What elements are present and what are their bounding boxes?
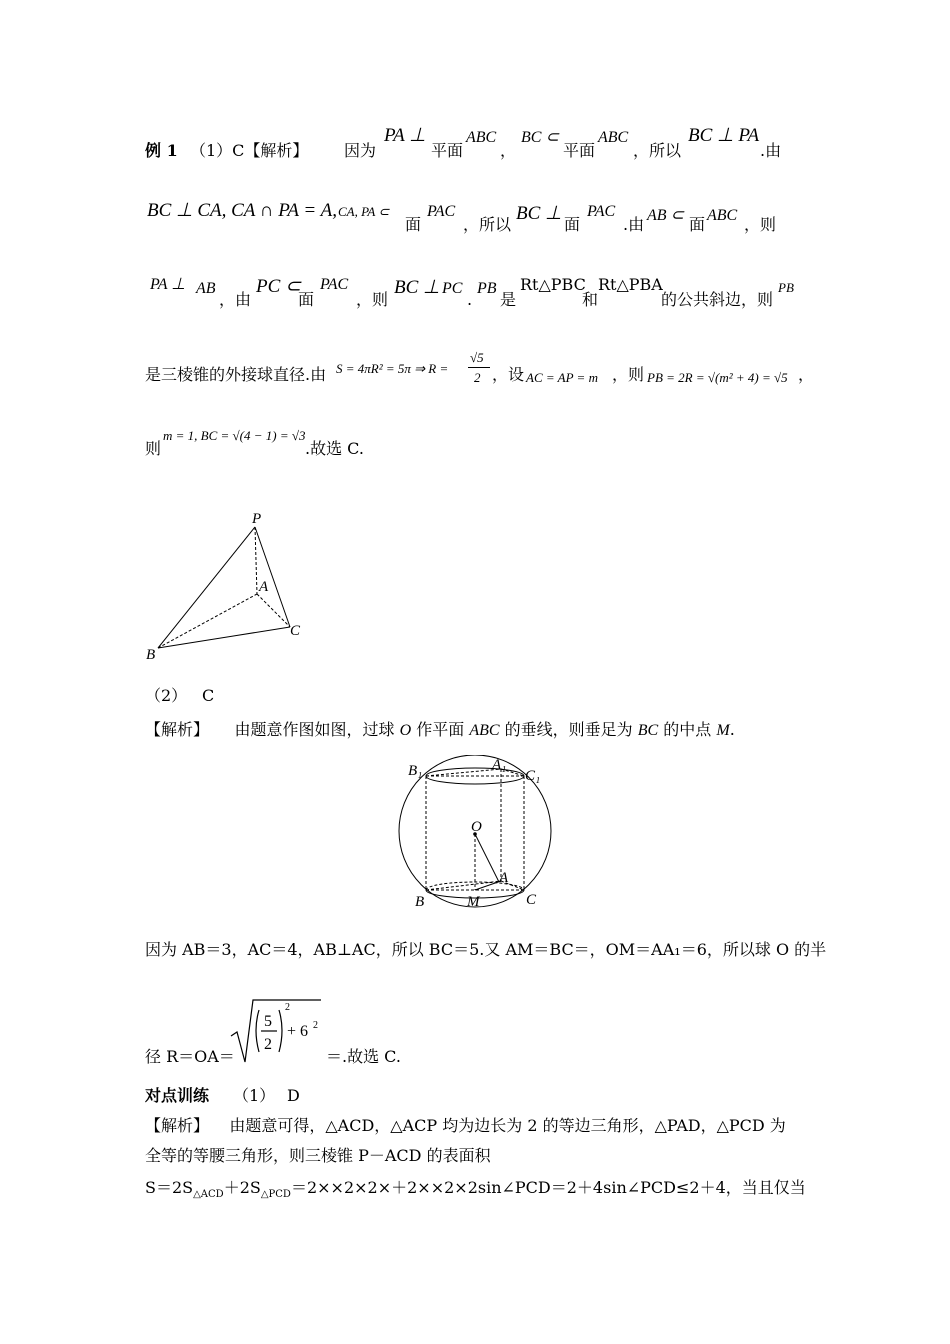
- label-m: M: [467, 894, 480, 910]
- math-pa-perp: PA ⊥: [384, 125, 426, 146]
- training-line1: [145, 1118, 786, 1134]
- text-mian2: 面: [564, 215, 581, 234]
- training-l3-pre: S＝2S: [145, 1178, 194, 1197]
- math-rt2: Rt△PBA: [598, 275, 663, 294]
- text-yinwei: 因为: [344, 141, 377, 160]
- example-label: 例 1: [145, 141, 178, 160]
- jiexi2-m: M: [716, 722, 730, 739]
- training-l1: 由题意可得，△ACD，△ACP 均为边长为 2 的等边三角形，△PAD，△PCD 为: [229, 1116, 786, 1135]
- jiexi2-bc: BC: [637, 722, 659, 739]
- math-abc3: ABC: [707, 207, 738, 224]
- text-guxuan: .故选 C.: [305, 439, 364, 458]
- label-c: C: [290, 623, 301, 639]
- paren-right: [279, 1010, 282, 1052]
- math-abc2: ABC: [598, 129, 629, 146]
- text-he: 和: [582, 290, 599, 309]
- edge-b1a1: [426, 769, 501, 776]
- exp-2a: 2: [285, 1002, 290, 1013]
- training-title: 对点训练: [145, 1086, 210, 1105]
- label-c2: C: [526, 892, 537, 908]
- text-ze3: ，则: [612, 365, 645, 384]
- text-suoyi2: ，所以: [463, 215, 512, 234]
- text-she: ，设: [492, 365, 525, 384]
- math-pb2: PB: [778, 280, 794, 295]
- text-radius-post: ＝.故选 C.: [326, 1047, 401, 1066]
- part2-label: （2）: [145, 686, 188, 705]
- math-ab: AB: [196, 280, 216, 297]
- math-s-formula: S = 4πR² = 5π ⇒ R =: [336, 361, 449, 376]
- math-frac-num: √5: [470, 350, 484, 365]
- math-pb: PB: [477, 280, 497, 297]
- text-radius-pre: 径 R＝OA＝: [145, 1047, 235, 1066]
- math-pac2: PAC: [587, 203, 616, 220]
- text-ze: ，则: [744, 215, 777, 234]
- math-pa-perp2: PA ⊥: [150, 276, 186, 293]
- frac5-den: 2: [264, 1036, 272, 1053]
- training-part: （1）: [233, 1086, 276, 1105]
- text-pingmian2: 平面: [563, 141, 596, 160]
- math-bc-perp2: BC ⊥: [394, 277, 440, 298]
- math-bc-perp: BC ⊥: [516, 203, 562, 224]
- text-mian: 面: [405, 215, 422, 234]
- training-answer: D: [287, 1086, 300, 1105]
- math-pac: PAC: [427, 203, 456, 220]
- part2-answer: C: [202, 686, 215, 705]
- math-rt1: Rt△PBC: [520, 275, 586, 294]
- training-l3-sub1: △ACD: [193, 1189, 224, 1201]
- text-waijieqiu: 是三棱锥的外接球直径.由: [145, 365, 327, 384]
- label-b: B: [146, 647, 156, 663]
- training-line2: 全等的等腰三角形，则三棱锥 P－ACD 的表面积: [145, 1146, 491, 1165]
- label-c1: C₁: [525, 768, 541, 784]
- text-line8: 因为 AB＝3，AC＝4，AB⊥AC，所以 BC＝5.又 AM＝BC＝，OM＝AA₁＝6，所以球 O 的半: [145, 940, 827, 959]
- label-a: A: [259, 579, 269, 595]
- training-line3: [145, 1180, 806, 1200]
- text-mian4: 面: [298, 290, 315, 309]
- math-ab-sub: AB ⊂: [647, 207, 684, 224]
- math-frac-den: 2: [474, 370, 481, 385]
- label-o: O: [471, 819, 482, 835]
- text-you3: ，由: [219, 290, 252, 309]
- edge-pc: [255, 527, 290, 627]
- jiexi2-t3: 的垂线，则垂足为: [504, 720, 633, 739]
- text-comma: ，: [500, 141, 517, 160]
- text-you: .由: [760, 141, 782, 160]
- plus-six: + 6: [287, 1023, 309, 1040]
- text-mian3: 面: [689, 215, 706, 234]
- prism-sphere-figure: [395, 755, 555, 915]
- label-p: P: [252, 511, 262, 527]
- text-ze2: ，则: [356, 290, 389, 309]
- text-you2: .由: [623, 215, 645, 234]
- math-m-bc: m = 1, BC = √(4 − 1) = √3: [163, 428, 306, 443]
- jiexi2-t4: 的中点: [663, 720, 712, 739]
- radical-expression: [229, 996, 329, 1066]
- label-b2: B: [415, 894, 425, 910]
- frac-bar: [468, 367, 490, 368]
- math-bc-sub: BC ⊂: [521, 129, 559, 146]
- math-bc-ca: BC ⊥ CA, CA ∩ PA = A,: [147, 200, 338, 221]
- text-suoyi: ，所以: [633, 141, 682, 160]
- frac5-num: 5: [264, 1013, 272, 1030]
- jiexi2-t2: 作平面: [416, 720, 465, 739]
- tetrahedron-figure: [140, 505, 310, 665]
- jiexi2-line: [145, 722, 735, 739]
- jiexi2-o: O: [399, 722, 412, 739]
- math-pb-2r: PB = 2R = √(m² + 4) = √5: [647, 370, 788, 385]
- label-a2: A: [499, 870, 509, 886]
- exp-2b: 2: [313, 1020, 318, 1031]
- edge-pb: [158, 527, 255, 648]
- text-pingmian: 平面: [431, 141, 464, 160]
- edge-ac: [257, 594, 290, 627]
- training-l3-mid: ＋2S: [223, 1178, 261, 1197]
- paren-left: [256, 1010, 259, 1052]
- math-abc: ABC: [466, 129, 497, 146]
- jiexi2-abc: ABC: [469, 722, 500, 739]
- jiexi-tag: 【解析】: [145, 720, 210, 739]
- text-gonggong: 的公共斜边，则: [661, 290, 774, 309]
- edge-pa: [255, 527, 257, 594]
- example-part: （1）C【解析】: [190, 141, 309, 160]
- label-a1: A₁: [492, 757, 507, 773]
- text-comma2: ，: [798, 365, 815, 384]
- label-b1: B₁: [408, 763, 423, 779]
- training-tag: 【解析】: [145, 1116, 210, 1135]
- text-shi: 是: [500, 290, 517, 309]
- training-l3-sub2: △PCD: [260, 1189, 291, 1201]
- math-ca-pa: CA, PA ⊂: [338, 204, 390, 219]
- text-ze4: 则: [145, 439, 162, 458]
- math-ac-ap: AC = AP = m: [526, 370, 598, 385]
- jiexi2-t1: 由题意作图如图，过球: [234, 720, 395, 739]
- jiexi2-t5: .: [729, 720, 735, 739]
- math-bc-perp-pa: BC ⊥ PA: [688, 125, 760, 146]
- training-l3-post: ＝2××2×2×＋2××2×2sin∠PCD＝2＋4sin∠PCD≤2＋4，当且仅当: [290, 1178, 806, 1197]
- math-pc: PC: [442, 280, 463, 297]
- top-ellipse: [426, 768, 524, 784]
- segment-oa: [475, 834, 499, 882]
- math-pc-sub: PC ⊂: [256, 276, 301, 297]
- math-pac3: PAC: [320, 276, 349, 293]
- text-dot: .: [467, 290, 473, 309]
